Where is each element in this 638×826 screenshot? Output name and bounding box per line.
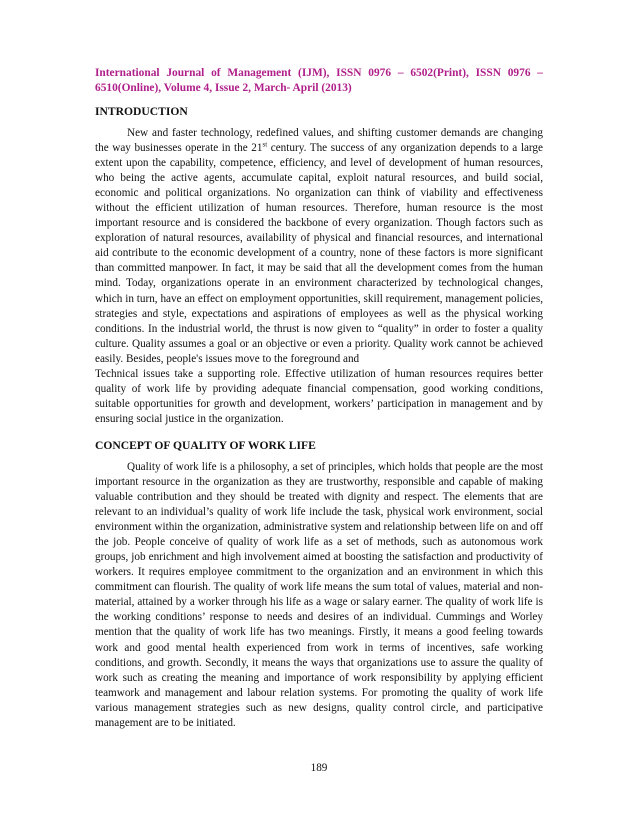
- section-spacer: [95, 427, 543, 438]
- section-heading-concept-qwl: CONCEPT OF QUALITY OF WORK LIFE: [95, 438, 316, 452]
- ordinal-superscript: st: [262, 140, 268, 149]
- document-page: [95, 66, 543, 731]
- introduction-paragraph: [95, 126, 543, 427]
- page-number: 189: [310, 762, 328, 774]
- introduction-text-part-1: New and faster technology, redefined values, and shifting customer demands are changing the way businesses operate in the 21: [95, 127, 543, 155]
- journal-header: International Journal of Management (IJM), ISSN 0976 – 6502(Print), ISSN 0976 – 6510(Online), Volume 4, Issue 2, March- April (2013): [95, 67, 543, 94]
- concept-qwl-paragraph: Quality of work life is a philosophy, a set of principles, which holds that people are the most important resource in the organization as they are trustworthy, responsible and capable of making valuable contribution and they should be treated with dignity and respect. The elements that are relevant to an individual’s quality of work life include the task, physical work environment, social environment within the organization, administrative system and relationship between life on and off the job. People conceive of quality of work life as a set of methods, such as autonomous work groups, job enrichment and high involvement aimed at boosting the satisfaction and productivity of workers. It requires employee commitment to the organization and an environment in which this commitment can flourish. The quality of work life means the sum total of values, material and non-material, attained by a worker through his life as a wage or salary earner. The quality of work life is the working conditions’ response to needs and desires of an individual. Cummings and Worley mention that the quality of work life has two meanings. Firstly, it means a good feeling towards work and good mental health experienced from work in terms of incentives, safe working conditions, and growth. Secondly, it means the ways that organizations use to assure the quality of work such as creating the meaning and importance of work responsibility by applying efficient teamwork and management and labour relation systems. For promoting the quality of work life various management strategies such as new designs, quality control circle, and participative management are to be initiated.: [95, 460, 543, 729]
- introduction-text-part-3: Technical issues take a supporting role. Effective utilization of human resources requires better quality of work life by providing adequate financial compensation, good working conditions, suitable opportunities for growth and development, workers’ participation in management and by ensuring social justice in the organization.: [95, 367, 543, 425]
- introduction-text-part-2: century. The success of any organization depends to a large extent upon the capability, competence, efficiency, and level of development of human resources, who being the active agents, accumulate capital, exploit natural resources, and build social, economic and political organizations. No organization can think of viability and effectiveness without the efficient utilization of human resources. Therefore, human resource is the most important resource and is considered the backbone of every organization. Though factors such as exploration of natural resources, availability of physical and financial resources, and international aid contribute to the economic development of a country, none of these factors is more significant than committed manpower. In fact, it may be said that all the development comes from the human mind. Today, organizations operate in an environment characterized by technological changes, which in turn, have an effect on employment opportunities, skill requirement, management policies, strategies and style, expectations and aspirations of employees as well as the physical working conditions. In the industrial world, the thrust is now given to “quality” in order to foster a quality culture. Quality assumes a goal or an objective or even a priority. Quality work cannot be achieved easily. Besides, people's issues move to the foreground and: [95, 142, 543, 365]
- section-heading-introduction: INTRODUCTION: [95, 105, 188, 118]
